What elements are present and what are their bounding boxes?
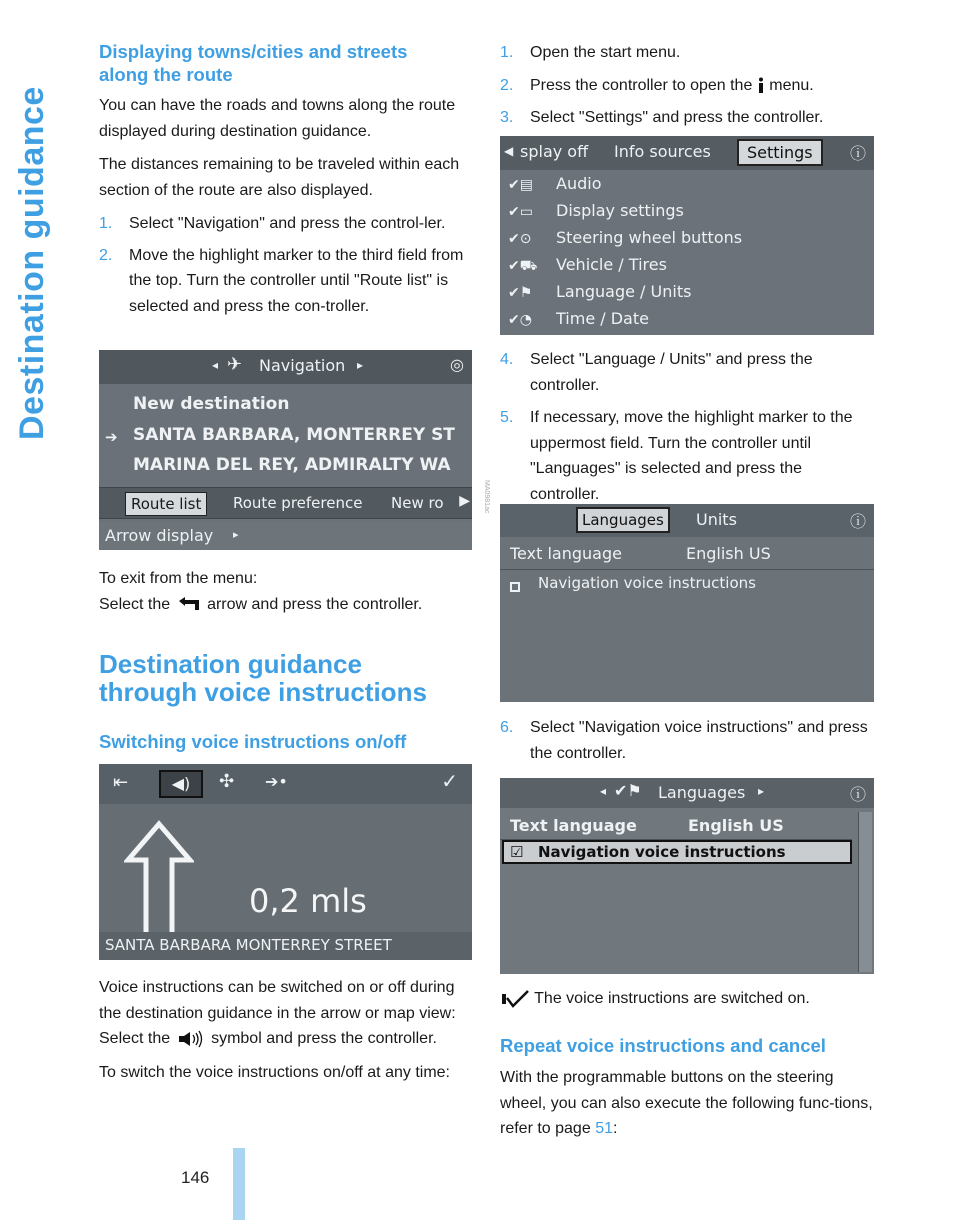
nav-header-title: Navigation xyxy=(259,356,346,375)
right-arrow-icon: ▸ xyxy=(758,784,765,798)
left-arrow-icon: ◀ xyxy=(504,144,514,158)
display-icon: ✔▭ xyxy=(508,204,533,220)
step-item xyxy=(500,347,872,398)
exit-text-2: Select the arrow and press the controller. xyxy=(99,595,423,613)
current-street-bar xyxy=(99,932,472,960)
check-icon[interactable]: ✓ xyxy=(441,769,458,793)
nav-header-bar xyxy=(99,350,472,384)
step-text: Select "Settings" and press the controller. xyxy=(530,109,824,126)
info-corner-icon: ⓘ xyxy=(849,785,866,804)
steps-list-right-c xyxy=(500,715,872,766)
settings-item[interactable]: ✔⛟ Vehicle / Tires xyxy=(508,255,667,274)
language-flag-icon: ✔⚑ xyxy=(508,285,533,301)
step-number: 2. xyxy=(500,76,514,94)
para-roads-towns: You can have the roads and towns along the route displayed during destination guidance. xyxy=(99,97,456,140)
voice-on-text: The voice instructions are switched on. xyxy=(500,986,872,1012)
checkbox-checked-icon: ☑ xyxy=(510,843,524,861)
right-step-6 xyxy=(500,715,872,766)
page-number: 146 xyxy=(181,1168,210,1187)
page-number-bar xyxy=(233,1148,245,1220)
tab-route-preference[interactable]: Route preference xyxy=(233,494,363,512)
lang-tab-bar xyxy=(500,504,874,537)
step-item xyxy=(500,105,872,131)
step-number: 4. xyxy=(500,351,514,368)
info-corner-icon: ⓘ xyxy=(849,144,866,163)
info-i-icon xyxy=(757,77,765,93)
settings-item[interactable]: ✔▤ Audio xyxy=(508,174,602,193)
step-number: 5. xyxy=(500,409,514,426)
voice-on-note xyxy=(500,986,872,1012)
nav-footer-arrow-display xyxy=(99,522,472,550)
check-flag-icon: ✔⚑ xyxy=(614,781,642,800)
screenshot-arrow-view xyxy=(99,764,472,960)
nav-voice-option-selected[interactable]: ☑ Navigation voice instructions xyxy=(502,840,852,864)
nav-voice-option[interactable]: Navigation voice instructions xyxy=(510,576,520,595)
screenshot-settings-menu xyxy=(500,136,874,335)
step-number: 2. xyxy=(99,246,113,264)
step-item xyxy=(99,243,471,320)
scrollbar[interactable] xyxy=(858,812,872,972)
footer-arrow-display-label: Arrow display xyxy=(105,526,214,545)
tab-settings[interactable]: Settings xyxy=(737,139,823,166)
screenshot-languages-voice-on xyxy=(500,778,874,974)
para-select-symbol: Select the symbol and press the controller. xyxy=(99,1030,437,1047)
tab-languages[interactable]: Languages xyxy=(576,507,670,533)
step-item xyxy=(500,405,872,507)
voice-explanation xyxy=(99,975,474,1085)
step-number: 6. xyxy=(500,719,514,736)
heading-voice-instructions: Destination guidance through voice instructions xyxy=(99,649,427,707)
back-arrow-icon xyxy=(175,596,203,612)
screenshot-languages-units xyxy=(500,504,874,702)
right-arrow-icon: ▸ xyxy=(357,358,364,372)
info-corner-icon: ⓘ xyxy=(849,512,866,531)
step-number: 1. xyxy=(99,215,113,232)
settings-item[interactable]: ✔⊙ Steering wheel buttons xyxy=(508,228,743,247)
map-icon[interactable]: ✣ xyxy=(219,771,235,792)
tab-info-sources[interactable]: Info sources xyxy=(614,142,711,161)
settings-item[interactable]: ✔⚑ Language / Units xyxy=(508,282,692,301)
settings-item[interactable]: ✔▭ Display settings xyxy=(508,201,684,220)
step-text: Press the controller to open the menu. xyxy=(530,76,814,94)
text-language-label: Text language xyxy=(510,816,637,835)
right-steps-b xyxy=(500,347,872,507)
steering-wheel-icon: ✔⊙ xyxy=(508,231,532,247)
heading-repeat-voice: Repeat voice instructions and cancel xyxy=(500,1035,826,1056)
left-column xyxy=(99,40,471,319)
step-item xyxy=(500,715,872,766)
clock-icon: ✔◔ xyxy=(508,312,532,328)
scroll-right-icon: ▶ xyxy=(459,493,470,509)
heading-towns-streets: Displaying towns/cities and streets along the route xyxy=(99,41,408,85)
checked-voice-icon xyxy=(500,990,530,1008)
lang2-header xyxy=(500,778,874,808)
settings-item[interactable]: ✔◔ Time / Date xyxy=(508,309,649,328)
voice-speaker-icon[interactable]: ◀) xyxy=(159,770,203,798)
chapter-title-vertical: Destination guidance xyxy=(13,86,51,440)
step-text: Select "Navigation" and press the control-ler. xyxy=(129,215,446,232)
tab-units[interactable]: Units xyxy=(696,510,737,529)
image-code: MA0981ac xyxy=(483,480,490,514)
return-icon[interactable]: ⇤ xyxy=(113,772,129,793)
text-language-row[interactable] xyxy=(500,812,852,840)
current-street-name: SANTA BARBARA MONTERREY STREET xyxy=(105,936,392,954)
big-up-arrow-icon xyxy=(124,820,194,940)
right-steps-a xyxy=(500,40,872,131)
settings-tab-bar xyxy=(500,136,874,170)
left-arrow-icon: ◂ xyxy=(600,784,607,798)
nav-tabs-bar xyxy=(99,487,472,519)
steps-list-left xyxy=(99,211,471,319)
tab-display-off[interactable]: splay off xyxy=(520,142,589,161)
arrow-view-toolbar xyxy=(99,764,472,804)
page-link[interactable]: 51 xyxy=(595,1120,613,1137)
step-text: Open the start menu. xyxy=(530,44,681,61)
left-arrow-icon: ◂ xyxy=(212,358,219,372)
para-voice-switch: Voice instructions can be switched on or off during the destination guidance in the arrow or map view: xyxy=(99,979,456,1022)
step-item xyxy=(500,73,872,99)
nav-row-new-destination: New destination xyxy=(133,394,290,414)
step-item xyxy=(500,40,872,66)
para-switch-any-time: To switch the voice instructions on/off at any time: xyxy=(99,1063,450,1081)
text-language-value: English US xyxy=(688,816,784,835)
exit-instructions xyxy=(99,566,471,617)
steps-list-right-b xyxy=(500,347,872,507)
step-number: 3. xyxy=(500,109,514,126)
vehicle-icon: ✔⛟ xyxy=(508,258,538,274)
info-corner-icon: ◎ xyxy=(450,355,464,374)
para-repeat: With the programmable buttons on the steering wheel, you can also execute the following func-tions, refer to page 51: xyxy=(500,1069,873,1137)
text-language-row[interactable] xyxy=(500,538,874,570)
tab-route-list[interactable]: Route list xyxy=(125,492,207,516)
nav-row-marina-del-rey: MARINA DEL REY, ADMIRALTY WA xyxy=(133,455,451,475)
steps-list-right-a xyxy=(500,40,872,131)
text-language-label: Text language xyxy=(510,544,622,563)
remaining-distance: 0,2 mls xyxy=(249,882,367,920)
tab-new-route[interactable]: New ro xyxy=(391,494,444,512)
heading-switching-voice: Switching voice instructions on/off xyxy=(99,731,407,752)
route-icon[interactable]: ➔• xyxy=(265,772,288,791)
footer-chevron-icon: ▸ xyxy=(233,528,239,541)
nav-row-santa-barbara: SANTA BARBARA, MONTERREY ST xyxy=(133,425,455,445)
repeat-section xyxy=(500,1034,875,1142)
lang2-title: Languages xyxy=(658,783,746,802)
checkbox-unchecked-icon xyxy=(510,582,520,592)
step-number: 1. xyxy=(500,44,514,61)
voice-section xyxy=(99,650,471,753)
audio-icon: ✔▤ xyxy=(508,177,533,193)
exit-text-1: To exit from the menu: xyxy=(99,570,258,587)
step-text: Select "Navigation voice instructions" and press the controller. xyxy=(530,719,868,762)
destination-flag-icon: ➔ xyxy=(105,428,118,446)
navigation-icon: ✈ xyxy=(227,354,243,375)
speaker-symbol-icon xyxy=(175,1030,207,1048)
para-distances: The distances remaining to be traveled within each section of the route are also displayed. xyxy=(99,156,460,199)
step-item xyxy=(99,211,471,237)
step-text: Select "Language / Units" and press the controller. xyxy=(530,351,813,394)
step-text: If necessary, move the highlight marker to the uppermost field. Turn the controller until "Languages" is selected and press the controller. xyxy=(530,409,853,503)
screenshot-navigation-route-list xyxy=(99,350,472,550)
text-language-value: English US xyxy=(686,544,771,563)
step-text: Move the highlight marker to the third field from the top. Turn the controller until "Route list" is selected and press the con-troller. xyxy=(129,246,464,315)
